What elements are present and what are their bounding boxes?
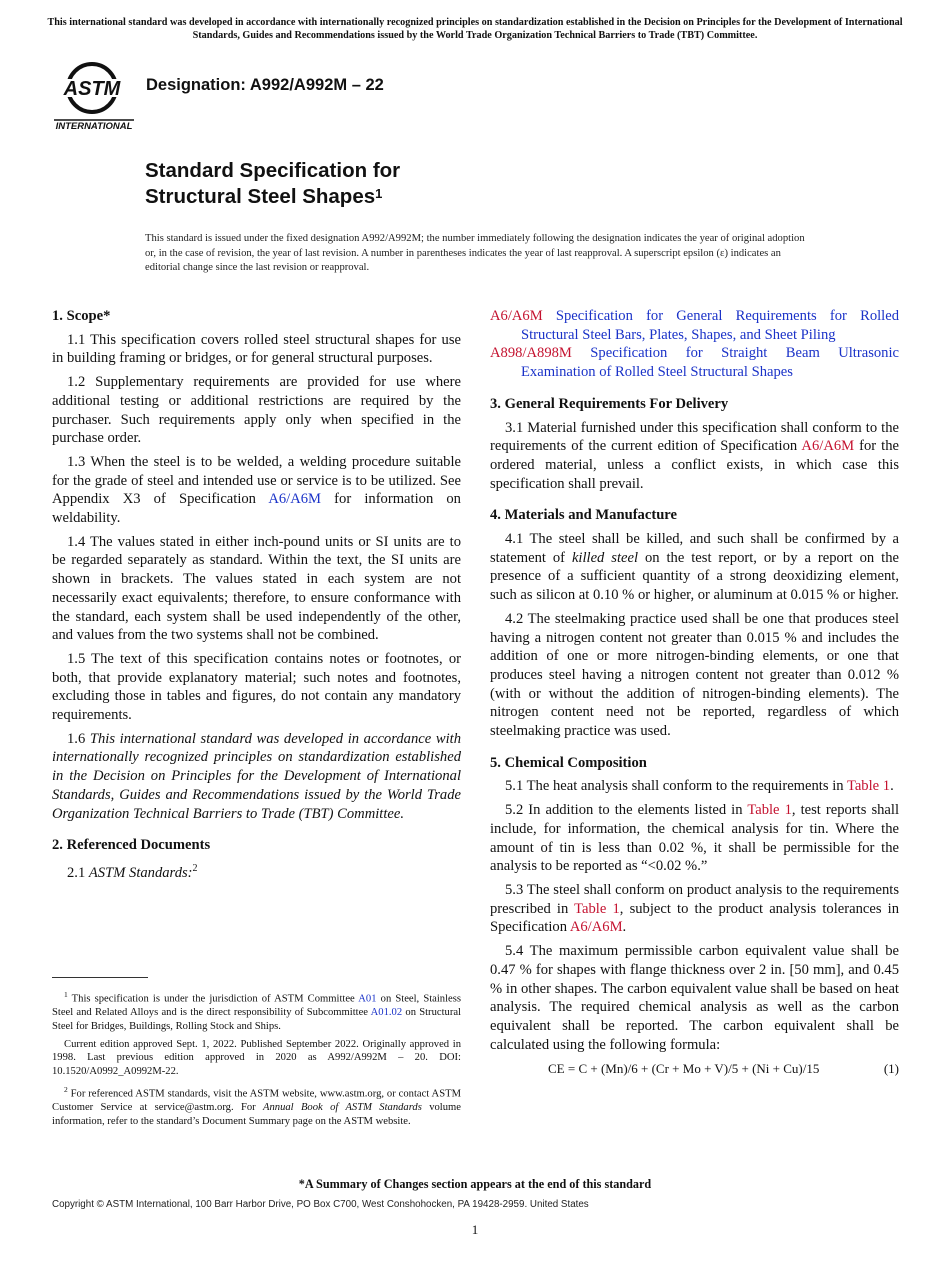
para-5-2: 5.2 In addition to the elements listed in Table 1, test reports shall include, for information, the chemical analysis for tin. Where the amount of tin is less than 0.02 %, it shall be permissible for the analysis to be reported as “<0.02 %.”: [490, 802, 900, 875]
astm-logo: [52, 58, 136, 134]
footnote-1-edition: Current edition approved Sept. 1, 2022. Published September 2022. Originally approved in 1998. Last previous edition approved in 2020 as A992/A992M – 20. DOI: 10.1520/A0992_A0992M-22.: [52, 1038, 461, 1078]
reference-a898: [490, 344, 899, 381]
reference-a6: [490, 307, 899, 344]
left-column: [52, 307, 461, 883]
section-5-heading: 5. Chemical Composition: [490, 754, 647, 771]
para-4-2: 4.2 The steelmaking practice used shall be one that produces steel having a nitrogen content not greater than 0.015 % and includes the addition of one or more nitrogen-binding elements, or one that produces steel having a nitrogen content not greater than 0.012 % (with or without the addition of nitrogen-binding elements). The nitrogen content need not be reported, regardless of which steelmaking practice was used.: [490, 610, 899, 740]
title-line-2: Structural Steel Shapes$^1$: [145, 185, 383, 208]
section-3-heading: 3. General Requirements For Delivery: [490, 395, 729, 412]
para-1-4: 1.4 The values stated in either inch-pound units or SI units are to be regarded separately as standard. Within the text, the SI units are shown in brackets. The values stated in each system are not necessarily exact equivalents; therefore, to ensure conformance with the standard, each system shall be used independently of the other, and values from the two systems shall not be combined.: [52, 533, 461, 644]
summary-of-changes-note: *A Summary of Changes section appears at the end of this standard: [298, 1177, 652, 1191]
a01-02-link[interactable]: A01.02: [370, 1007, 403, 1019]
ref-a898-code[interactable]: A898/A898M: [490, 345, 572, 362]
a01-link[interactable]: A01: [358, 993, 377, 1005]
table-1-link[interactable]: Table 1: [846, 778, 891, 795]
footnote-2-ref[interactable]: 2: [192, 862, 198, 874]
para-1-3: 1.3 When the steel is to be welded, a welding procedure suitable for the grade of steel and intended use or service is to be utilized. See Appendix X3 of Specification A6/A6M for information on weldability.: [52, 453, 461, 527]
ref-a6-title[interactable]: Specification for General Requirements for Rolled Structural Steel Bars, Plates, Shapes, and Sheet Piling: [521, 308, 899, 343]
right-column: [490, 307, 899, 1080]
ref-a898-title[interactable]: Specification for Straight Beam Ultrasonic Examination of Rolled Steel Structural Shapes: [521, 345, 899, 381]
table-1-link[interactable]: Table 1: [574, 900, 620, 917]
footnote-1: $^1$ This specification is under the jurisdiction of ASTM Committee A01 on Steel, Stainless Steel and Related Alloys and is the direct responsibility of Subcommittee A01.02 on Structural Steel for Bridges, Buildings, Rolling Stock and Ships.: [52, 990, 461, 1032]
para-1-2: 1.2 Supplementary requirements are provided for use where additional testing or additional restrictions are required by the purchaser. Such requirements apply only when specified in the purchase order.: [52, 374, 461, 447]
para-2-1: 2.1 ASTM Standards:$^2$: [67, 862, 198, 881]
section-1-heading: 1. Scope*: [52, 308, 111, 324]
ref-a6-code[interactable]: A6/A6M: [490, 308, 543, 324]
footnote-rule: [52, 977, 148, 978]
para-1-5: 1.5 The text of this specification contains notes or footnotes, or both, that provide explanatory material; such notes and footnotes, excluding those in tables and figures, do not contain any mandatory requirements.: [52, 650, 461, 724]
formula-number: (1): [883, 1061, 899, 1077]
para-3-1: 3.1 Material furnished under this specification shall conform to the requirements of the current edition of Specification A6/A6M for the ordered material, unless a conflict exists, in which case this specification shall prevail.: [490, 419, 899, 492]
ce-formula-row: [490, 1058, 899, 1080]
para-5-1: 5.1 The heat analysis shall conform to the requirements in Table 1.: [505, 778, 894, 795]
document-title: [145, 158, 400, 210]
section-2-heading: 2. Referenced Documents: [52, 837, 211, 854]
footnote-2: $^2$ For referenced ASTM standards, visit the ASTM website, www.astm.org, or contact ASTM Customer Service at service@astm.org. For Annual Book of ASTM Standards volume information, refer to the standard’s Document Summary page on the ASTM website.: [52, 1084, 461, 1127]
para-1-6: 1.6 This international standard was developed in accordance with internationally recognized principles on standardization established in the Decision on Principles for the Development of International Standards, Guides and Recommendations issued by the World Trade Organization Technical Barriers to Trade (TBT) Committee.: [52, 730, 462, 822]
a6-link[interactable]: A6/A6M: [268, 491, 322, 508]
copyright: Copyright © ASTM International, 100 Barr Harbor Drive, PO Box C700, West Conshohocken, PA 19428-2959. United States: [52, 1199, 589, 1210]
a6-link-3-1[interactable]: A6/A6M: [801, 438, 855, 455]
page-number: 1: [471, 1222, 479, 1237]
designation-label: Designation: A992/A992M: [146, 76, 348, 94]
a6-link-5-3[interactable]: A6/A6M: [569, 919, 623, 936]
designation-year: – 22: [347, 76, 384, 94]
designation: [146, 76, 384, 95]
ce-formula: CE = C + (Mn)/6 + (Cr + Mo + V)/5 + (Ni + Cu)/15: [548, 1061, 820, 1077]
title-footnote-ref[interactable]: 1: [375, 186, 383, 201]
para-5-3: 5.3 The steel shall conform on product analysis to the requirements prescribed in Table 1, subject to the product analysis tolerances in Specification A6/A6M.: [490, 881, 899, 936]
para-1-1: 1.1 This specification covers rolled steel structural shapes for use in building framing or bridges, or for general structural purposes.: [52, 331, 461, 367]
para-4-1: 4.1 The steel shall be killed, and such shall be confirmed by a statement of killed steel on the test report, or by a report on the presence of a sufficient quantity of a strong deoxidizing element, such as silicon at 0.10 % or higher, or aluminum at 0.015 % or higher.: [490, 531, 899, 604]
table-1-link[interactable]: Table 1: [747, 802, 792, 819]
logo-mark-text: ASTM: [63, 78, 121, 100]
para-5-4: 5.4 The maximum permissible carbon equivalent value shall be 0.47 % for shapes with flange thickness over 2 in. [50 mm], and 0.45 % in other shapes. The carbon equivalent value shall be based on heat analysis. The required chemical analysis as well as the carbon equivalent shall be reported. The carbon equivalent shall be calculated using the following formula:: [490, 943, 899, 1053]
issued-note: This standard is issued under the fixed designation A992/A992M; the number immediately following the designation indicates the year of original adoption or, in the case of revision, the year of last revision. A number in parentheses indicates the year of last reapproval. A superscript epsilon (ε) indicates an editorial change since the last revision or reapproval.: [145, 233, 805, 274]
footnotes: [52, 988, 461, 1128]
title-line-1: Standard Specification for: [145, 159, 401, 182]
section-4-heading: 4. Materials and Manufacture: [490, 507, 677, 524]
tbt-notice: This international standard was developed in accordance with internationally recognized principles on standardization established in the Decision on Principles for the Development of International Standards, Guides and Recommendations issued by the World Trade Organization Technical Barriers to Trade (TBT) Committee.: [47, 17, 903, 41]
logo-subtitle: INTERNATIONAL: [55, 121, 133, 132]
